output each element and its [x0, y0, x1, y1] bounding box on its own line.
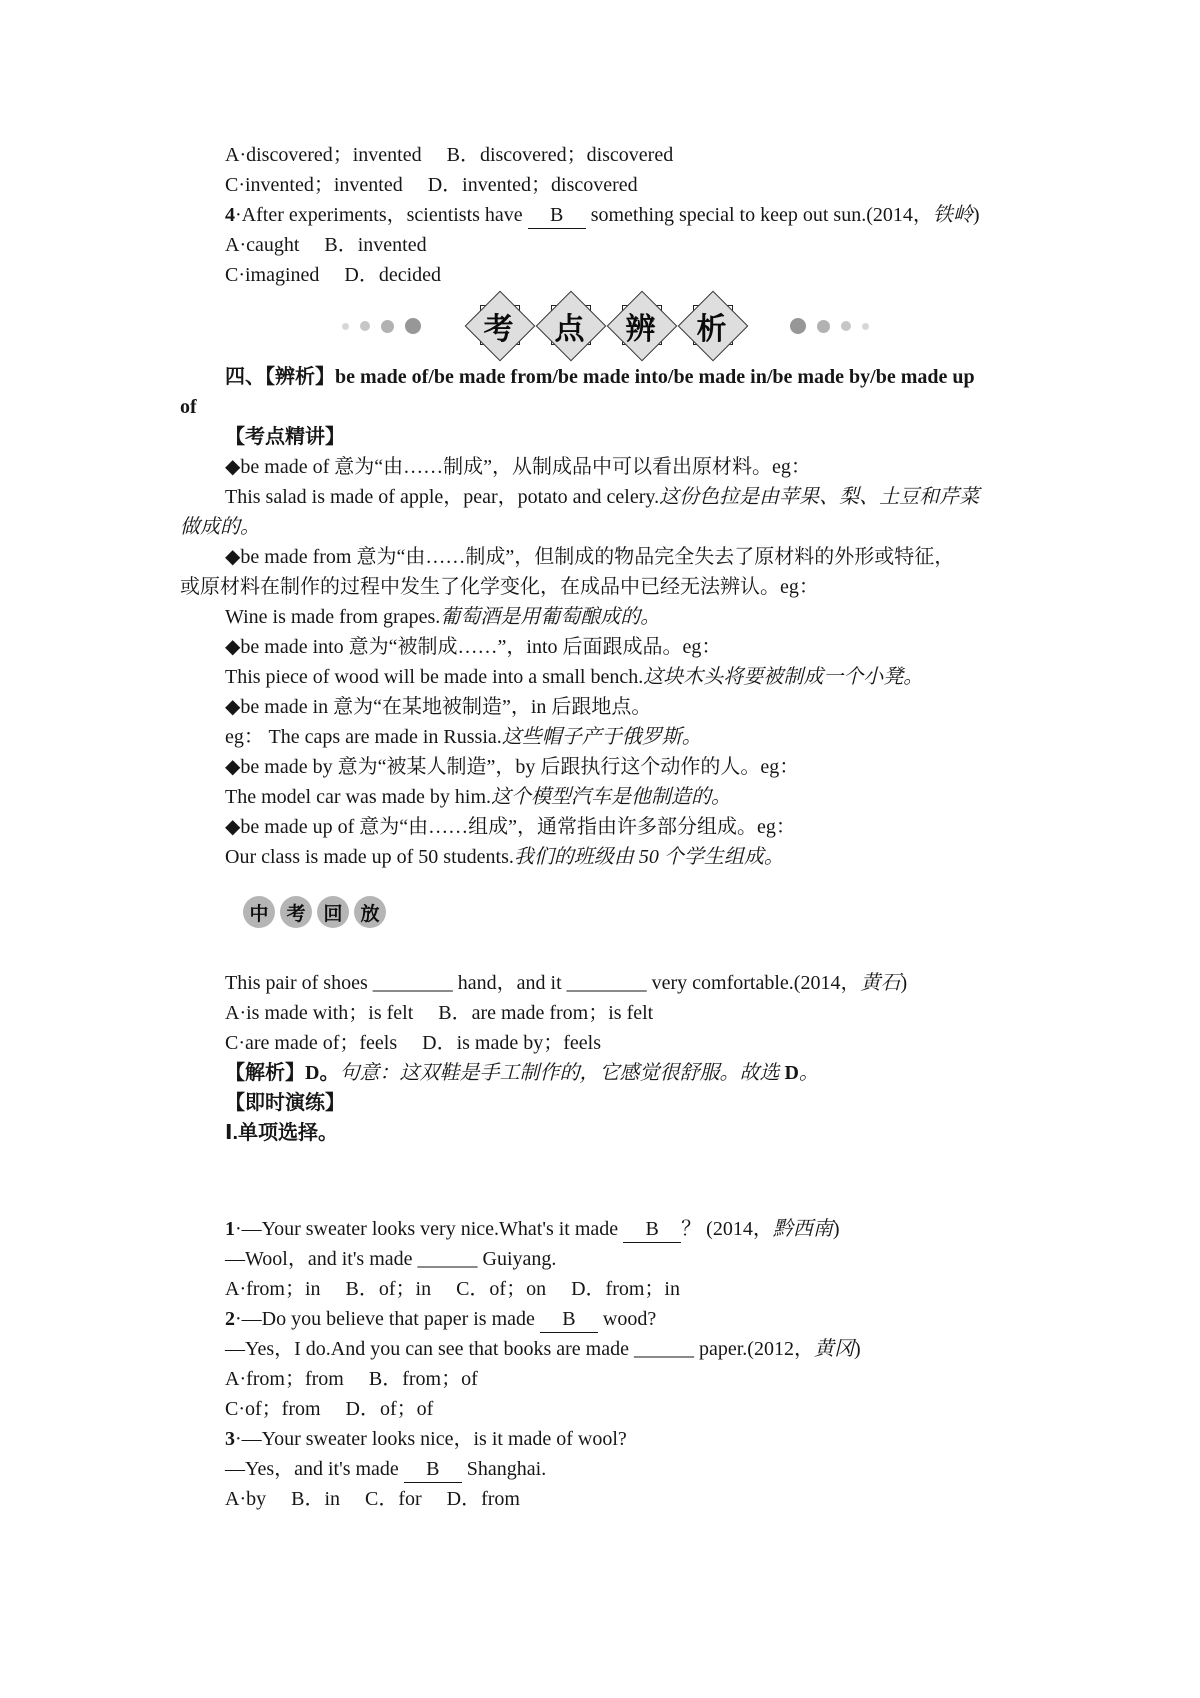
text-segment: 3 [225, 1428, 235, 1450]
text-segment: C·are made of；feels D．is made by；feels [225, 1032, 601, 1054]
text-segment: A·caught B．invented [225, 234, 427, 256]
text-segment: This piece of wood will be made into a small bench. [225, 666, 644, 688]
text-line [180, 1484, 1030, 1514]
question4-block [180, 140, 1030, 290]
text-segment: 4 [225, 204, 235, 226]
circle-badge-char: 中 [243, 896, 275, 928]
text-segment: wood? [597, 1308, 657, 1330]
text-segment: be made of/be made from/be made into/be made in/be made by/be made up [335, 366, 975, 388]
text-segment: ？ (2014， [681, 1218, 773, 1240]
text-segment: of [180, 396, 197, 418]
text-segment: A·is made with；is felt B．are made from；is felt [225, 1002, 654, 1024]
text-segment: A·from；in B．of；in C．of；on D．from；in [225, 1278, 680, 1300]
text-segment: ) [972, 204, 980, 226]
text-segment: 【即时演练】 [225, 1092, 345, 1114]
text-line [180, 1454, 1030, 1484]
text-line [180, 968, 1030, 998]
text-segment: 我们的班级由 50 个学生组成。 [513, 846, 784, 868]
badge-char: 考 [483, 313, 514, 346]
text-line [180, 782, 1030, 812]
exam-example-section [180, 968, 1030, 1148]
text-segment: —Yes，I do.And you can see that books are made ______ paper.(2012， [225, 1338, 814, 1360]
text-segment: Ⅰ.单项选择。 [225, 1122, 338, 1144]
text-line [180, 602, 1030, 632]
diamond-icon [540, 296, 600, 356]
text-line [180, 170, 1030, 200]
text-segment: A·from；from B．from；of [225, 1368, 478, 1390]
text-line [180, 998, 1030, 1028]
text-segment: Shanghai. [461, 1458, 547, 1480]
text-segment: ) [832, 1218, 840, 1240]
spacer [180, 928, 1030, 968]
text-line [180, 1274, 1030, 1304]
badge-char: 析 [696, 313, 727, 346]
badge-char: 点 [554, 313, 585, 346]
text-segment: 这些帽子产于俄罗斯。 [501, 726, 702, 748]
text-segment: A·discovered；invented B．discovered；discovered [225, 144, 674, 166]
text-segment: 或原材料在制作的过程中发生了化学变化，在成品中已经无法辨认。eg： [180, 576, 819, 598]
text-line [180, 230, 1030, 260]
text-line [180, 1028, 1030, 1058]
text-line [180, 1118, 1030, 1148]
text-segment: ◆be made up of 意为“由……组成”，通常指由许多部分组成。eg： [225, 816, 796, 838]
text-line [180, 422, 1030, 452]
text-segment: eg： The caps are made in Russia. [225, 726, 502, 748]
badge-char: 辨 [625, 313, 656, 346]
text-segment: 黄冈 [813, 1338, 854, 1360]
text-line [180, 1364, 1030, 1394]
text-line [180, 1214, 1030, 1244]
text-segment: 葡萄酒是用葡萄酿成的。 [440, 606, 661, 628]
text-line [180, 722, 1030, 752]
dot-icon [790, 318, 806, 334]
text-line [180, 542, 1030, 572]
text-line [180, 572, 1030, 602]
text-segment: —Wool，and it's made ______ Guiyang. [225, 1248, 557, 1270]
text-line [180, 1304, 1030, 1334]
dot-icon [841, 321, 851, 331]
practice-questions-section [180, 1214, 1030, 1514]
answer-blank: B [540, 1308, 598, 1333]
dot-icon [405, 318, 421, 334]
text-line [180, 812, 1030, 842]
circle-badge-char: 回 [317, 896, 349, 928]
text-line [180, 1244, 1030, 1274]
text-line [180, 632, 1030, 662]
text-segment: 句意：这双鞋是手工制作的，它感觉很舒服。故选 [339, 1062, 785, 1084]
text-segment: 。 [798, 1062, 819, 1084]
text-segment: This pair of shoes ________ hand，and it ________ very comfortable.(2014， [225, 972, 861, 994]
text-line [180, 200, 1030, 230]
text-segment: something special to keep out sun.(2014， [585, 204, 933, 226]
text-segment: 做成的。 [180, 516, 260, 538]
text-segment: Wine is made from grapes. [225, 606, 441, 628]
text-line [180, 1334, 1030, 1364]
text-segment: ·After experiments，scientists have [235, 204, 528, 226]
text-line [180, 140, 1030, 170]
text-line [180, 1394, 1030, 1424]
text-segment: 【解析】 [225, 1062, 305, 1084]
text-segment: 铁岭 [932, 204, 973, 226]
dot-icon [360, 321, 370, 331]
spacer [180, 1148, 1030, 1214]
exam-points-analysis-badge [180, 290, 1030, 362]
answer-blank: B [623, 1218, 681, 1243]
text-segment: C·invented；invented D．invented；discovered [225, 174, 638, 196]
text-segment: ◆be made by 意为“被某人制造”，by 后跟执行这个动作的人。eg： [225, 756, 800, 778]
text-segment: This salad is made of apple，pear，potato and celery. [225, 486, 660, 508]
text-segment: 1 [225, 1218, 235, 1240]
circle-badge-char: 放 [354, 896, 386, 928]
text-segment: 四、【辨析】 [225, 366, 335, 388]
text-line [180, 392, 1030, 422]
text-segment: 这份色拉是由苹果、梨、土豆和芹菜 [659, 486, 980, 508]
text-line [180, 1058, 1030, 1088]
text-segment: 2 [225, 1308, 235, 1330]
text-line [180, 482, 1030, 512]
text-line [180, 1088, 1030, 1118]
text-segment: 【考点精讲】 [225, 426, 345, 448]
text-segment: —Yes，and it's made [225, 1458, 404, 1480]
dot-icon [817, 320, 830, 333]
text-segment: D [784, 1062, 799, 1084]
text-line [180, 842, 1030, 872]
text-segment: ◆be made from 意为“由……制成”，但制成的物品完全失去了原材料的外形或特征， [225, 546, 955, 568]
text-segment: C·imagined D．decided [225, 264, 442, 286]
text-line [180, 692, 1030, 722]
text-segment: 这个模型汽车是他制造的。 [491, 786, 732, 808]
text-segment: ·—Do you believe that paper is made [235, 1308, 540, 1330]
text-segment: D。 [305, 1062, 340, 1084]
text-segment: ) [853, 1338, 861, 1360]
text-line [180, 512, 1030, 542]
key-points-section [180, 362, 1030, 872]
text-segment: ·—Your sweater looks nice，is it made of wool? [235, 1428, 627, 1450]
text-segment: Our class is made up of 50 students. [225, 846, 514, 868]
text-segment: ) [900, 972, 908, 994]
diamond-icon [682, 296, 742, 356]
circle-badge-char: 考 [280, 896, 312, 928]
diamond-icon [611, 296, 671, 356]
text-segment: C·of；from D．of；of [225, 1398, 434, 1420]
text-segment: ◆be made into 意为“被制成……”，into 后面跟成品。eg： [225, 636, 722, 658]
text-line [180, 752, 1030, 782]
text-line [180, 260, 1030, 290]
text-segment: 黄石 [860, 972, 901, 994]
dot-icon [342, 323, 349, 330]
text-line [180, 452, 1030, 482]
text-segment: The model car was made by him. [225, 786, 492, 808]
dot-icon [862, 323, 869, 330]
diamond-icon [469, 296, 529, 356]
answer-blank: B [528, 204, 586, 229]
text-line [180, 362, 1030, 392]
text-segment: 这块木头将要被制成一个小凳。 [643, 666, 924, 688]
text-segment: ·—Your sweater looks very nice.What's it made [235, 1218, 624, 1240]
text-segment: A·by B．in C．for D．from [225, 1488, 520, 1510]
text-line [180, 1424, 1030, 1454]
text-segment: 黔西南 [772, 1218, 833, 1240]
text-segment: ◆be made in 意为“在某地被制造”，in 后跟地点。 [225, 696, 652, 718]
text-segment: ◆be made of 意为“由……制成”，从制成品中可以看出原材料。eg： [225, 456, 811, 478]
text-line [180, 662, 1030, 692]
zhongkao-replay-badge [243, 896, 1030, 928]
dot-icon [381, 320, 394, 333]
answer-blank: B [404, 1458, 462, 1483]
